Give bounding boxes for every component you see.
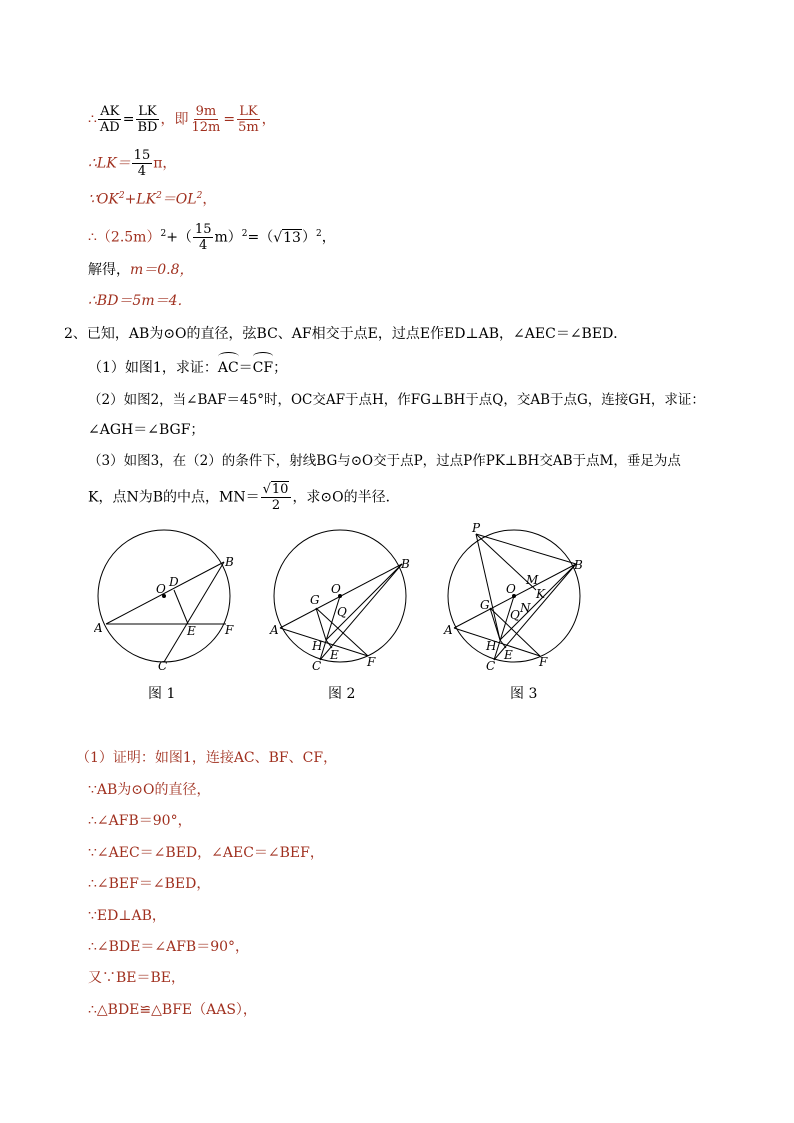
therefore-symbol: ∴ (88, 111, 97, 128)
label-o: O (331, 582, 341, 596)
problem-stem: 2、已知，AB为⊙O的直径，弦BC、AF相交于点E，过点E作ED⊥AB，∠AEC＝∠BED． (64, 326, 628, 342)
label-o: O (506, 582, 516, 596)
fraction-sqrt10-2: $\frac{√10}{2}$ (261, 482, 292, 513)
segment-ph (476, 534, 500, 640)
solution-line-4: $\therefore(2.5m)^2+$（ $\frac{15}{4}$ $m)^2=(√13)^2$， (88, 222, 336, 253)
label-a: A (94, 621, 103, 635)
label-f: F (225, 623, 234, 637)
proof-line: ∴∠BDE＝∠AFB＝90°， (88, 939, 250, 955)
problem-part-1: （1）如图1，求证： AC＝ CF； (88, 358, 287, 378)
proof-line: ∵AB为⊙O的直径， (88, 782, 211, 798)
proof-line: ∴∠BEF＝∠BED， (88, 876, 211, 892)
fraction-lk-5m: $\frac{LK}{5m}$ (238, 104, 259, 135)
sqrt-13: √13 (273, 229, 301, 246)
label-e: E (504, 648, 513, 662)
solution-line-3: $\because OK^2+LK^2=OL^2$， (88, 191, 217, 208)
proof-header: （1）证明：如图1，连接AC、BF、CF， (76, 750, 338, 766)
arc-cf: CF (253, 358, 273, 378)
figure-1-caption: 图 1 (148, 686, 176, 702)
segment-he (500, 640, 506, 648)
proof-line: 又∵BE＝BE， (88, 970, 186, 986)
fraction-lk-bd: $\frac{LK}{BD}$ (137, 104, 158, 135)
label-c: C (312, 659, 322, 670)
solution-line-5: 解得，m＝0.8， (88, 262, 194, 278)
label-b: B (401, 557, 410, 571)
proof-line: ∴∠AFB＝90°， (88, 813, 192, 829)
solution-line-1: ∴ $\frac{AK}{AD}$ = $\frac{LK}{BD}$ ，即 $\frac{9m}{12m}$ = $\frac{LK}{5m}$ ， (88, 104, 276, 135)
fraction-9m-12m: $\frac{9m}{12m}$ (191, 104, 221, 135)
label-b: B (225, 555, 234, 569)
segment-bh (326, 564, 402, 640)
segment-ed (174, 590, 188, 624)
label-k: K (536, 587, 545, 601)
proof-line: ∵ED⊥AB， (88, 908, 166, 924)
fraction-15-4: $\frac{15}{4}$ (133, 148, 151, 179)
label-e: E (330, 648, 339, 662)
label-o: O (156, 582, 166, 596)
figure-2-caption: 图 2 (328, 686, 356, 702)
label-m: M (526, 573, 539, 587)
problem-part-2-line-2: ∠AGH＝∠BGF； (88, 422, 205, 438)
label-p: P (472, 521, 481, 535)
problem-part-3-line-1: （3）如图3，在（2）的条件下，射线BG与⊙O交于点P，过点P作PK⊥BH交AB于点M，垂足为点 (88, 453, 681, 469)
label-f: F (367, 655, 376, 669)
label-d: D (169, 575, 179, 589)
label-a: A (270, 623, 279, 637)
proof-line: ∵∠AEC＝∠BED，∠AEC＝∠BEF， (88, 845, 324, 861)
problem-part-3-line-2: K，点N为B的中点，MN＝ $\frac{√10}{2}$ ，求⊙O的半径． (88, 482, 400, 513)
chord-bc (320, 564, 402, 660)
label-n: N (520, 601, 531, 615)
label-a: A (444, 623, 453, 637)
figure-1-diagram (94, 520, 238, 670)
label-f: F (539, 655, 548, 669)
problem-part-2-line-1: （2）如图2，当∠BAF＝45°时，OC交AF于点H，作FG⊥BH于点Q，交AB于点G，连接GH，求证： (88, 392, 705, 408)
label-q: Q (510, 608, 520, 622)
label-g: G (310, 593, 320, 607)
label-b: B (574, 558, 583, 572)
label-h: H (312, 639, 323, 653)
proof-line: ∴△BDE≌△BFE（AAS）， (88, 1002, 257, 1018)
figure-3-caption: 图 3 (510, 686, 538, 702)
label-g: G (480, 598, 490, 612)
solution-line-2: ∴LK＝ $\frac{15}{4}$ π， (88, 148, 177, 179)
fraction-ak-ad: $\frac{AK}{AD}$ (99, 104, 120, 135)
label-q: Q (337, 605, 347, 619)
fraction-15-4-b: $\frac{15}{4}$ (194, 222, 212, 253)
label-c: C (486, 659, 496, 670)
label-h: H (486, 639, 497, 653)
label-c: C (158, 659, 168, 670)
figure-2-diagram (268, 520, 416, 670)
arc-ac: AC (218, 358, 239, 378)
solution-line-6: ∴BD＝5m＝4． (88, 293, 192, 309)
label-e: E (187, 624, 196, 638)
figure-3-diagram (440, 520, 588, 670)
